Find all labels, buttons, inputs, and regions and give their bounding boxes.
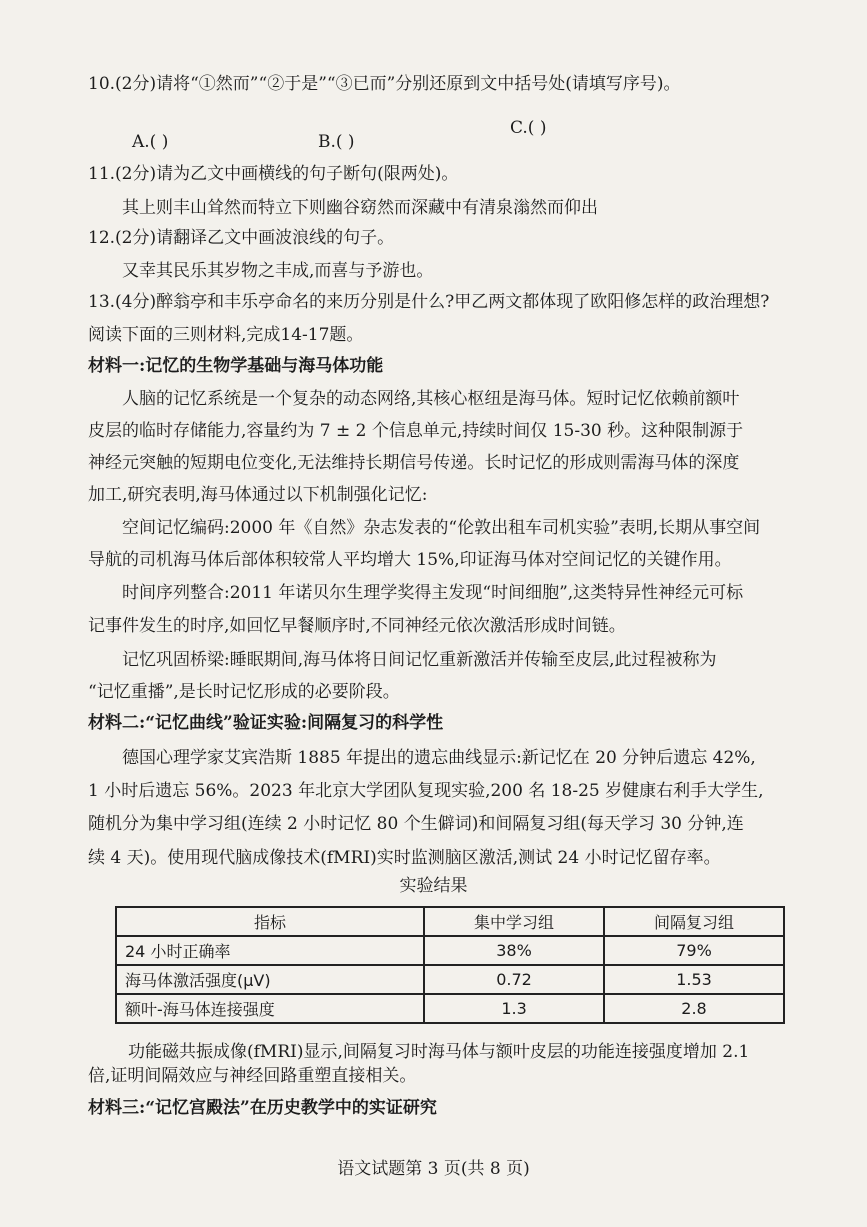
material-1-line: 时间序列整合:2011 年诺贝尔生理学奖得主发现“时间细胞”,这类特异性神经元可标	[122, 583, 744, 603]
material-1-line: 神经元突触的短期电位变化,无法维持长期信号传递。长时记忆的形成则需海马体的深度	[88, 453, 740, 473]
material-2-heading: 材料二:“记忆曲线”验证实验:间隔复习的科学性	[88, 713, 444, 733]
material-2-line: 德国心理学家艾宾浩斯 1885 年提出的遗忘曲线显示:新记忆在 20 分钟后遗忘 42%,	[122, 748, 756, 768]
material-1-line: 皮层的临时存储能力,容量约为 7 ± 2 个信息单元,持续时间仅 15-30 秒。这种限制源于	[88, 421, 744, 441]
q10-choice-c: C.( )	[510, 118, 547, 138]
material-1-line: 记事件发生的时序,如回忆早餐顺序时,不同神经元依次激活形成时间链。	[88, 616, 626, 636]
material-1-line: 导航的司机海马体后部体积较常人平均增大 15%,印证海马体对空间记忆的关键作用。	[88, 550, 732, 570]
material-2-line: 功能磁共振成像(fMRI)显示,间隔复习时海马体与额叶皮层的功能连接强度增加 2.1	[128, 1042, 750, 1062]
material-2-line: 倍,证明间隔效应与神经回路重塑直接相关。	[88, 1066, 417, 1086]
table-cell: 0.72	[424, 965, 604, 994]
table-header: 指标	[116, 907, 424, 936]
material-2-line: 1 小时后遗忘 56%。2023 年北京大学团队复现实验,200 名 18-25 岁健康右利手大学生,	[88, 781, 764, 801]
q10-choice-a: A.( )	[132, 132, 169, 152]
table-cell: 1.53	[604, 965, 784, 994]
table-cell: 海马体激活强度(μV)	[116, 965, 424, 994]
q12-sentence: 又幸其民乐其岁物之丰成,而喜与予游也。	[122, 261, 434, 281]
table-row	[116, 965, 784, 994]
material-1-line: 空间记忆编码:2000 年《自然》杂志发表的“伦敦出租车司机实验”表明,长期从事空间	[122, 518, 761, 538]
table-header: 集中学习组	[424, 907, 604, 936]
table-title: 实验结果	[399, 876, 468, 896]
table-cell: 额叶-海马体连接强度	[116, 994, 424, 1023]
question-10: 10.(2分)请将“①然而”“②于是”“③已而”分别还原到文中括号处(请填写序号)。	[88, 74, 681, 94]
page-footer: 语文试题第 3 页(共 8 页)	[337, 1159, 530, 1179]
material-3-heading: 材料三:“记忆宫殿法”在历史教学中的实证研究	[88, 1098, 437, 1118]
question-12: 12.(2分)请翻译乙文中画波浪线的句子。	[88, 228, 395, 248]
reading-intro: 阅读下面的三则材料,完成14-17题。	[88, 325, 364, 345]
material-1-line: 人脑的记忆系统是一个复杂的动态网络,其核心枢纽是海马体。短时记忆依赖前额叶	[122, 389, 740, 409]
table-cell: 2.8	[604, 994, 784, 1023]
question-11: 11.(2分)请为乙文中画横线的句子断句(限两处)。	[88, 164, 459, 184]
table-cell: 79%	[604, 936, 784, 965]
table-row	[116, 994, 784, 1023]
table-header: 间隔复习组	[604, 907, 784, 936]
question-13: 13.(4分)醉翁亭和丰乐亭命名的来历分别是什么?甲乙两文都体现了欧阳修怎样的政治理想?	[88, 292, 770, 312]
table-cell: 38%	[424, 936, 604, 965]
material-1-line: 记忆巩固桥梁:睡眠期间,海马体将日间记忆重新激活并传输至皮层,此过程被称为	[122, 650, 717, 670]
material-2-line: 续 4 天)。使用现代脑成像技术(fMRI)实时监测脑区激活,测试 24 小时记忆留存率。	[88, 848, 721, 868]
table-row	[116, 936, 784, 965]
material-1-line: 加工,研究表明,海马体通过以下机制强化记忆:	[88, 485, 428, 505]
table-header-row	[116, 907, 784, 936]
material-2-line: 随机分为集中学习组(连续 2 小时记忆 80 个生僻词)和间隔复习组(每天学习 30 分钟,连	[88, 814, 744, 834]
results-table	[115, 906, 785, 1024]
material-1-line: “记忆重播”,是长时记忆形成的必要阶段。	[88, 682, 400, 702]
q11-sentence: 其上则丰山耸然而特立下则幽谷窈然而深藏中有清泉滃然而仰出	[122, 198, 598, 218]
table-cell: 1.3	[424, 994, 604, 1023]
material-1-heading: 材料一:记忆的生物学基础与海马体功能	[88, 356, 384, 376]
table-cell: 24 小时正确率	[116, 936, 424, 965]
q10-choice-b: B.( )	[318, 132, 355, 152]
